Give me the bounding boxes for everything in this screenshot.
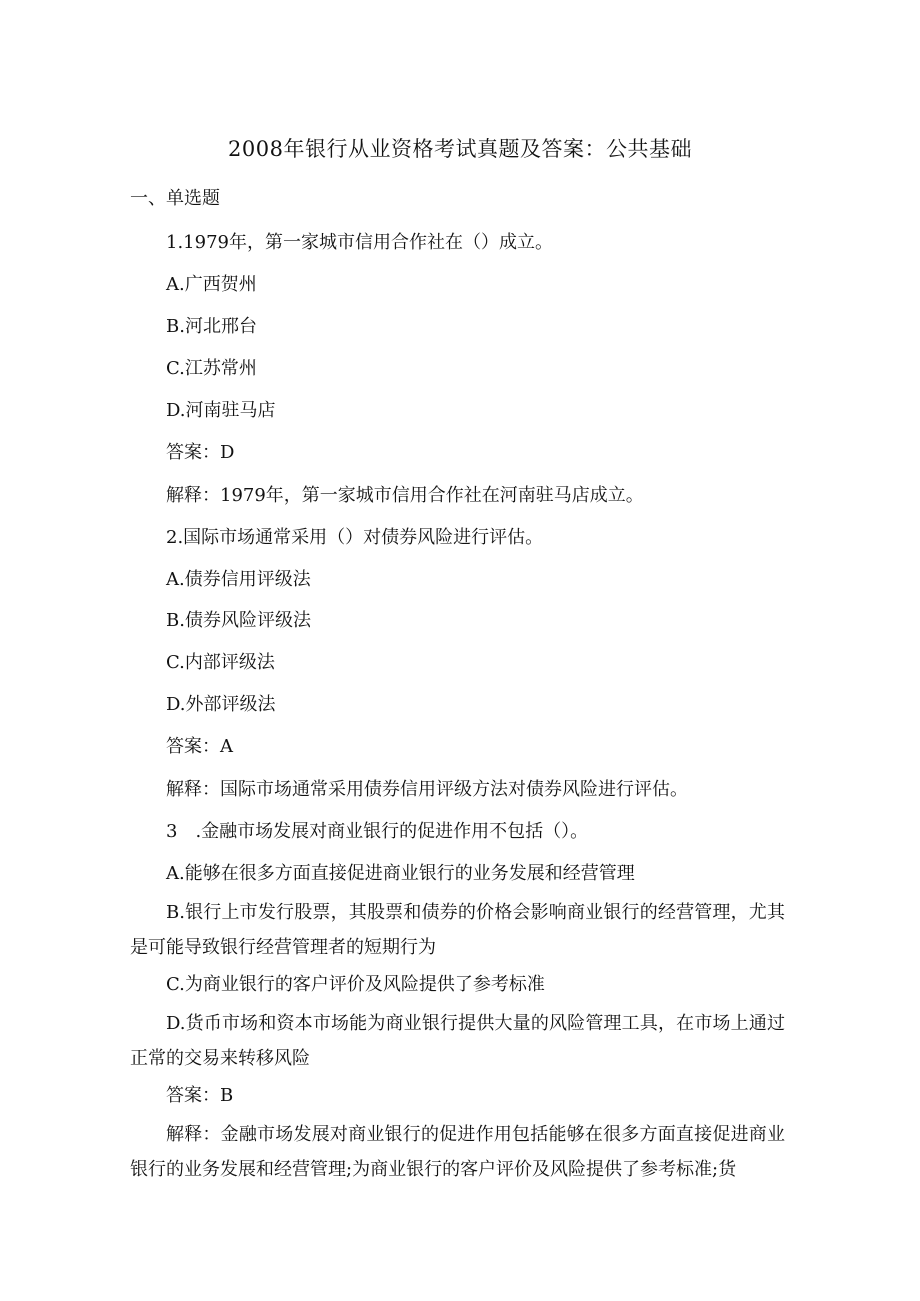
question-1-option-d: D.河南驻马店	[166, 400, 276, 421]
question-1-stem: 1.1979年，第一家城市信用合作社在（）成立。	[166, 232, 553, 253]
question-1-explanation: 解释：1979年，第一家城市信用合作社在河南驻马店成立。	[166, 485, 644, 506]
question-3-option-b: B.银行上市发行股票，其股票和债券的价格会影响商业银行的经营管理，尤其是可能导致银行经营管理者的短期行为	[130, 902, 785, 958]
question-2-explanation: 解释：国际市场通常采用债券信用评级方法对债券风险进行评估。	[166, 779, 688, 800]
question-3-option-d: D.货币市场和资本市场能为商业银行提供大量的风险管理工具，在市场上通过正常的交易来转移风险	[130, 1013, 785, 1069]
question-2-option-c: C.内部评级法	[166, 652, 275, 673]
question-1-option-c: C.江苏常州	[166, 358, 257, 379]
document-title: 2008年银行从业资格考试真题及答案：公共基础	[228, 137, 692, 161]
question-1-option-a: A.广西贺州	[166, 274, 257, 295]
question-1-option-b: B.河北邢台	[166, 316, 257, 337]
question-2-answer: 答案：A	[166, 736, 233, 757]
question-2-stem: 2.国际市场通常采用（）对债券风险进行评估。	[166, 527, 544, 548]
question-3-option-c: C.为商业银行的客户评价及风险提供了参考标准	[166, 974, 545, 995]
question-2-option-d: D.外部评级法	[166, 694, 276, 715]
question-3-stem: 3 .金融市场发展对商业银行的促进作用不包括（）。	[166, 821, 589, 842]
question-2-option-a: A.债券信用评级法	[166, 569, 311, 590]
section-heading: 一、单选题	[130, 188, 220, 209]
question-3-option-a: A.能够在很多方面直接促进商业银行的业务发展和经营管理	[166, 863, 635, 884]
question-2-option-b: B.债券风险评级法	[166, 610, 311, 631]
question-3-explanation: 解释：金融市场发展对商业银行的促进作用包括能够在很多方面直接促进商业银行的业务发展和经营管理;为商业银行的客户评价及风险提供了参考标准;货	[130, 1124, 785, 1180]
question-1-answer: 答案：D	[166, 442, 235, 463]
question-3-answer: 答案：B	[166, 1085, 234, 1106]
